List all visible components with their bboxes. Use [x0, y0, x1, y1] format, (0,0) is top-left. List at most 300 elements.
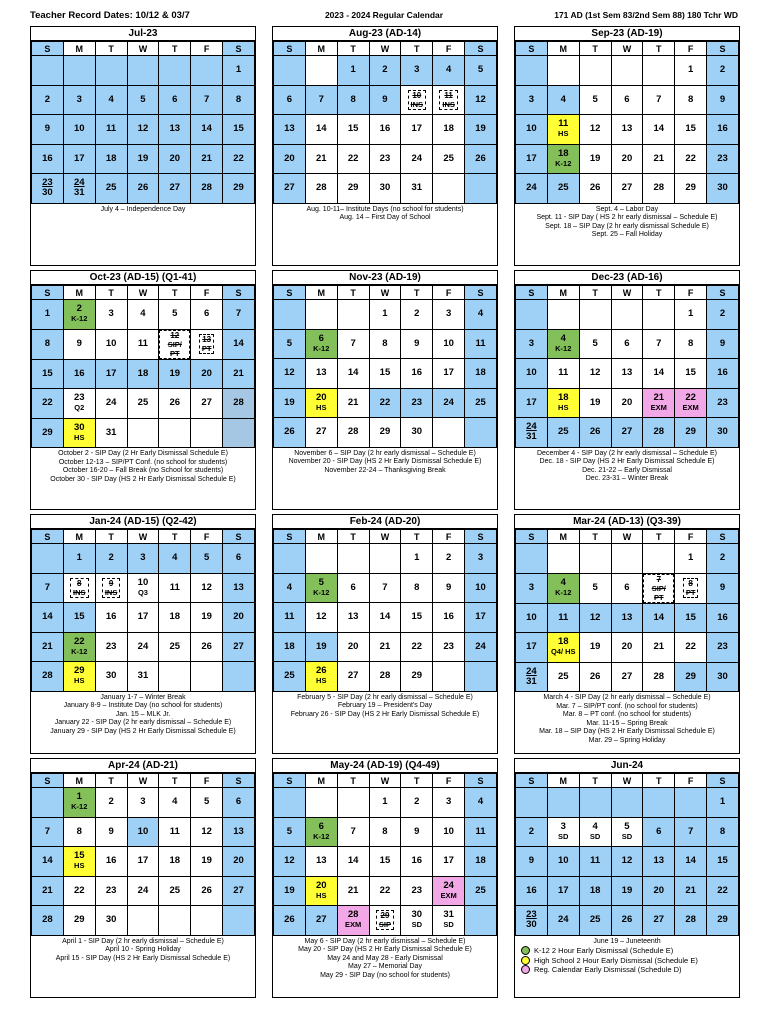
day-cell: 22 — [369, 388, 401, 418]
month-title: Feb-24 (AD-20) — [273, 515, 497, 529]
day-cell: 30 — [369, 174, 401, 204]
weekday-header: S — [32, 774, 64, 788]
weekday-header: S — [32, 286, 64, 300]
month-notes — [515, 692, 739, 746]
month-notes — [273, 448, 497, 476]
day-cell: 21 — [369, 632, 401, 662]
day-cell: 15 — [675, 603, 707, 633]
day-cell: 9 — [95, 817, 127, 847]
day-cell: 2 K-12 — [63, 300, 95, 330]
day-cell — [516, 300, 548, 330]
weekday-header: S — [274, 774, 306, 788]
weekday-header: S — [516, 530, 548, 544]
day-cell: 24 31 — [516, 662, 548, 692]
day-cell: 5 — [274, 817, 306, 847]
weekday-header: T — [643, 530, 675, 544]
day-cell: 25 — [159, 876, 191, 906]
day-cell: 27 — [223, 876, 255, 906]
day-cell: 19 — [274, 388, 306, 418]
day-cell — [611, 56, 643, 86]
weekday-header: W — [611, 774, 643, 788]
note-line: Mar. 7 – SIP/PT conf. (no school for students) — [556, 702, 698, 710]
day-cell — [516, 544, 548, 574]
note-line: Jan. 15 – MLK Jr. — [115, 710, 171, 718]
weekday-header: M — [63, 530, 95, 544]
day-cell: 22 EXM — [675, 388, 707, 418]
weekday-header: T — [159, 774, 191, 788]
day-cell: 1 — [675, 300, 707, 330]
month-notes — [515, 204, 739, 240]
day-cell: 18 — [579, 876, 611, 906]
day-cell: 1 K-12 — [63, 788, 95, 818]
day-cell: 8 PT — [675, 573, 707, 603]
day-cell: 8 — [63, 817, 95, 847]
day-cell: 5 — [579, 85, 611, 115]
day-cell: 12 — [579, 115, 611, 145]
day-cell: 19 — [465, 115, 497, 145]
day-cell: 6 — [274, 85, 306, 115]
note-line: April 1 - SIP Day (2 hr early dismissal – Schedule E) — [62, 937, 224, 945]
day-cell: 17 — [401, 115, 433, 145]
day-cell: 9 — [369, 85, 401, 115]
day-cell: 28 EXM — [337, 906, 369, 936]
day-cell: 4 K-12 — [547, 573, 579, 603]
week-row — [274, 817, 497, 847]
day-cell: 20 — [191, 359, 223, 389]
day-cell: 1 — [675, 56, 707, 86]
day-cell: 24 EXM — [433, 876, 465, 906]
day-cell: 3 — [401, 56, 433, 86]
day-cell — [159, 662, 191, 692]
day-cell: 28 — [305, 174, 337, 204]
day-cell: 13 — [305, 359, 337, 389]
day-cell — [223, 662, 255, 692]
day-cell — [465, 662, 497, 692]
day-cell: 5 — [159, 300, 191, 330]
note-line: Mar. 11-15 – Spring Break — [586, 719, 668, 727]
note-line: June 19 – Juneteenth — [593, 937, 661, 945]
month-title: Jul-23 — [31, 27, 255, 41]
weekday-header: M — [547, 530, 579, 544]
note-line: February 5 - SIP Day (2 hr early dismissal – Schedule E) — [297, 693, 473, 701]
week-row — [516, 544, 739, 574]
day-cell: 5 SD — [611, 817, 643, 847]
day-cell: 1 — [337, 56, 369, 86]
month-notes — [31, 448, 255, 484]
day-cell: 4 — [465, 788, 497, 818]
day-cell: 20 — [274, 144, 306, 174]
day-cell: 30 — [707, 418, 739, 448]
month-table — [515, 41, 739, 204]
weekday-header: W — [611, 42, 643, 56]
day-cell: 21 — [32, 876, 64, 906]
day-cell: 5 — [579, 573, 611, 603]
day-cell — [274, 56, 306, 86]
day-cell: 30 — [95, 662, 127, 692]
day-cell: 8 — [675, 329, 707, 359]
weekday-header: T — [159, 42, 191, 56]
day-cell: 22 — [401, 632, 433, 662]
day-cell: 19 — [127, 144, 159, 174]
day-cell: 18 — [159, 603, 191, 633]
day-cell: 30 — [707, 662, 739, 692]
day-cell: 25 — [579, 906, 611, 936]
month-table — [31, 529, 255, 692]
week-row — [32, 359, 255, 389]
week-row — [32, 662, 255, 692]
day-cell: 14 — [305, 115, 337, 145]
day-cell: 22 K-12 — [63, 632, 95, 662]
day-cell: 9 — [707, 85, 739, 115]
day-cell: 7 — [32, 573, 64, 603]
day-cell: 9 — [707, 329, 739, 359]
day-cell — [305, 544, 337, 574]
day-cell — [159, 906, 191, 936]
week-row — [274, 847, 497, 877]
weekday-header: W — [127, 42, 159, 56]
day-cell: 26 HS — [305, 662, 337, 692]
day-cell: 22 — [337, 144, 369, 174]
day-cell: 19 — [159, 359, 191, 389]
day-cell: 30 — [401, 418, 433, 448]
day-cell: 26 — [579, 418, 611, 448]
day-cell: 17 — [433, 847, 465, 877]
day-cell: 30 HS — [63, 418, 95, 448]
month-2 — [514, 26, 740, 266]
month-6 — [30, 514, 256, 754]
day-cell — [547, 56, 579, 86]
month-notes — [273, 936, 497, 981]
week-row — [516, 359, 739, 389]
week-row — [274, 544, 497, 574]
note-line: December 4 - SIP Day (2 hr early dismissal – Schedule E) — [537, 449, 717, 457]
day-cell: 20 — [223, 603, 255, 633]
month-table — [273, 773, 497, 936]
day-cell — [547, 788, 579, 818]
day-cell: 13 — [274, 115, 306, 145]
week-row — [516, 847, 739, 877]
day-cell — [611, 544, 643, 574]
day-cell: 1 — [32, 300, 64, 330]
day-cell: 19 — [305, 632, 337, 662]
weekday-header: S — [516, 42, 548, 56]
day-cell: 23 30 — [516, 906, 548, 936]
day-cell: 22 — [675, 144, 707, 174]
day-cell: 18 — [127, 359, 159, 389]
day-cell: 4 — [159, 544, 191, 574]
day-cell — [643, 300, 675, 330]
day-cell: 14 — [337, 359, 369, 389]
weekday-header: S — [707, 530, 739, 544]
month-notes — [515, 936, 739, 975]
day-cell: 8 — [675, 85, 707, 115]
week-row — [274, 788, 497, 818]
day-cell: 5 — [191, 544, 223, 574]
day-cell: 13 — [305, 847, 337, 877]
day-cell: 23 — [95, 632, 127, 662]
day-cell: 28 — [191, 174, 223, 204]
day-cell — [305, 56, 337, 86]
day-cell: 20 — [611, 388, 643, 418]
week-row — [32, 906, 255, 936]
day-cell: 24 31 — [63, 174, 95, 204]
weekday-header: W — [369, 530, 401, 544]
day-cell: 31 — [401, 174, 433, 204]
day-cell: 10 — [433, 817, 465, 847]
week-row — [516, 418, 739, 448]
day-cell: 8 INS — [63, 573, 95, 603]
day-cell: 12 — [305, 603, 337, 633]
day-cell: 25 — [433, 144, 465, 174]
note-line: Dec. 21-22 – Early Dismissal — [582, 466, 672, 474]
day-cell: 30 — [707, 174, 739, 204]
month-title: Jun-24 — [515, 759, 739, 773]
day-cell: 24 — [127, 632, 159, 662]
day-cell: 16 — [32, 144, 64, 174]
day-cell: 10 — [547, 847, 579, 877]
day-cell: 1 — [369, 300, 401, 330]
weekday-header: S — [274, 42, 306, 56]
weekday-header: T — [95, 774, 127, 788]
day-cell — [32, 56, 64, 86]
week-row — [516, 115, 739, 145]
day-cell — [159, 56, 191, 86]
note-line: Mar. 8 – PT conf. (no school for students) — [562, 711, 692, 719]
day-cell: 6 — [191, 300, 223, 330]
day-cell: 7 SIP/ PT — [643, 573, 675, 603]
weekday-header: T — [337, 286, 369, 300]
day-cell: 7 — [337, 329, 369, 359]
day-cell: 11 — [95, 115, 127, 145]
note-line: Aug. 14 – First Day of School — [339, 214, 431, 222]
day-cell — [127, 418, 159, 448]
day-cell: 4 — [465, 300, 497, 330]
month-notes — [31, 936, 255, 964]
day-cell: 8 — [337, 85, 369, 115]
day-cell: 23 Q2 — [63, 389, 95, 419]
day-cell — [337, 788, 369, 818]
day-cell: 26 — [274, 906, 306, 936]
day-cell: 23 — [95, 876, 127, 906]
day-cell: 26 — [465, 144, 497, 174]
day-cell: 14 — [643, 603, 675, 633]
week-row — [32, 418, 255, 448]
day-cell: 5 K-12 — [305, 573, 337, 603]
day-cell: 7 — [369, 573, 401, 603]
day-cell: 15 — [369, 847, 401, 877]
week-row — [274, 56, 497, 86]
note-line: November 20 - SIP Day (HS 2 Hr Early Dismissal Schedule E) — [288, 458, 482, 466]
day-cell: 15 HS — [63, 847, 95, 877]
weekday-header: T — [337, 774, 369, 788]
weekday-header: T — [95, 42, 127, 56]
day-cell — [127, 56, 159, 86]
day-cell: 18 — [95, 144, 127, 174]
week-row — [274, 573, 497, 603]
weekday-header: T — [579, 286, 611, 300]
day-cell: 6 — [611, 329, 643, 359]
weekday-header: T — [643, 774, 675, 788]
note-line: May 20 - SIP Day (HS 2 Hr Early Dismissal Schedule E) — [298, 946, 472, 954]
day-cell: 20 — [159, 144, 191, 174]
day-cell — [32, 788, 64, 818]
day-cell: 10 — [127, 817, 159, 847]
day-cell: 11 — [465, 329, 497, 359]
day-cell: 13 — [643, 847, 675, 877]
day-cell: 28 — [337, 418, 369, 448]
week-row — [32, 115, 255, 145]
weekday-header: W — [127, 530, 159, 544]
day-cell: 29 — [369, 418, 401, 448]
day-cell: 23 — [707, 633, 739, 663]
day-cell: 3 — [516, 85, 548, 115]
day-cell: 6 — [223, 544, 255, 574]
week-row — [516, 633, 739, 663]
day-cell: 2 — [516, 817, 548, 847]
week-row — [516, 603, 739, 633]
note-line: January 22 - SIP Day (2 hr early dismissal – Schedule E) — [54, 719, 232, 727]
note-line: October 2 - SIP Day (2 Hr Early Dismissal Schedule E) — [58, 450, 228, 457]
day-cell: 28 — [32, 662, 64, 692]
day-cell: 18 — [433, 115, 465, 145]
day-cell: 8 — [32, 329, 64, 359]
day-cell: 18 — [465, 847, 497, 877]
day-cell: 27 — [274, 174, 306, 204]
month-10 — [272, 758, 498, 998]
day-cell: 29 — [63, 906, 95, 936]
weekday-header: S — [223, 286, 255, 300]
day-cell: 22 — [369, 876, 401, 906]
week-row — [516, 906, 739, 936]
day-cell: 2 — [369, 56, 401, 86]
day-cell — [63, 56, 95, 86]
day-cell: 1 — [401, 544, 433, 574]
weekday-header: W — [611, 286, 643, 300]
week-row — [32, 788, 255, 818]
note-line: October 12-13 – SIP/PT Conf. (no school for students) — [58, 458, 228, 466]
day-cell: 9 — [32, 115, 64, 145]
week-row — [32, 603, 255, 633]
week-row — [516, 85, 739, 115]
day-cell: 11 — [547, 603, 579, 633]
day-cell: 26 — [191, 632, 223, 662]
day-cell — [274, 300, 306, 330]
day-cell: 23 — [433, 632, 465, 662]
day-cell — [369, 544, 401, 574]
day-cell: 5 — [127, 85, 159, 115]
day-cell: 11 — [159, 573, 191, 603]
day-cell: 27 — [191, 389, 223, 419]
weekday-header: F — [433, 286, 465, 300]
day-cell: 3 — [127, 544, 159, 574]
weekday-header: W — [369, 42, 401, 56]
day-cell: 15 — [707, 847, 739, 877]
day-cell: 13 — [337, 603, 369, 633]
week-row — [516, 300, 739, 330]
day-cell: 21 — [305, 144, 337, 174]
day-cell: 25 — [159, 632, 191, 662]
month-table — [31, 285, 255, 448]
day-cell — [191, 906, 223, 936]
day-cell: 3 — [516, 329, 548, 359]
day-cell: 24 — [465, 632, 497, 662]
weekday-header: S — [32, 42, 64, 56]
day-cell: 1 — [675, 544, 707, 574]
teacher-record-dates: Teacher Record Dates: 10/12 & 03/7 — [30, 10, 190, 21]
day-cell: 17 — [547, 876, 579, 906]
note-line: February 26 - SIP Day (HS 2 Hr Early Dismissal Schedule E) — [290, 710, 480, 718]
day-cell: 2 — [707, 300, 739, 330]
day-cell: 24 — [95, 389, 127, 419]
day-cell: 10 INS — [401, 85, 433, 115]
day-cell: 20 — [643, 876, 675, 906]
day-cell — [611, 300, 643, 330]
note-line: Dec. 18 - SIP Day (HS 2 Hr Early Dismissal Schedule E) — [539, 458, 715, 466]
day-cell: 2 — [32, 85, 64, 115]
weekday-header: S — [516, 774, 548, 788]
day-cell — [675, 788, 707, 818]
day-cell: 4 — [95, 85, 127, 115]
day-cell: 10 — [516, 359, 548, 389]
week-row — [274, 632, 497, 662]
day-cell: 17 — [127, 847, 159, 877]
day-cell: 15 — [369, 359, 401, 389]
day-cell: 4 — [433, 56, 465, 86]
month-notes — [273, 204, 497, 223]
day-cell — [579, 544, 611, 574]
month-title: Mar-24 (AD-13) (Q3-39) — [515, 515, 739, 529]
day-cell: 11 HS — [547, 115, 579, 145]
month-table — [273, 41, 497, 204]
month-notes — [31, 692, 255, 737]
day-cell: 23 — [707, 388, 739, 418]
note-line: Sept. 18 – SIP Day (2 hr early dismissal Schedule E) — [545, 222, 709, 230]
day-cell: 4 SD — [579, 817, 611, 847]
day-cell: 15 — [337, 115, 369, 145]
week-row — [516, 662, 739, 692]
weekday-header: T — [95, 530, 127, 544]
day-cell: 27 — [611, 662, 643, 692]
day-cell: 22 — [63, 876, 95, 906]
week-row — [32, 85, 255, 115]
week-row — [274, 662, 497, 692]
day-cell: 17 — [433, 359, 465, 389]
day-cell: 13 — [611, 603, 643, 633]
legend-item: High School 2 Hour Early Dismissal (Schedule E) — [515, 956, 739, 966]
note-line: May 29 - SIP Day (no school for students) — [320, 971, 450, 979]
day-cell: 21 — [191, 144, 223, 174]
day-cell — [465, 174, 497, 204]
day-cell — [127, 906, 159, 936]
week-row — [32, 56, 255, 86]
day-cell: 13 — [223, 573, 255, 603]
week-row — [274, 329, 497, 359]
month-title: Aug-23 (AD-14) — [273, 27, 497, 41]
weekday-header: W — [127, 774, 159, 788]
weekday-header: M — [305, 774, 337, 788]
day-cell: 2 — [401, 300, 433, 330]
day-cell: 9 — [401, 817, 433, 847]
weekday-header: S — [465, 774, 497, 788]
week-row — [516, 876, 739, 906]
note-line: October 30 - SIP Day (HS 2 Hr Early Dismissal Schedule E) — [50, 475, 236, 483]
week-row — [516, 788, 739, 818]
weekday-header: S — [274, 286, 306, 300]
weekday-header: F — [191, 286, 223, 300]
day-cell: 20 — [611, 633, 643, 663]
month-notes — [515, 448, 739, 484]
week-row — [274, 144, 497, 174]
